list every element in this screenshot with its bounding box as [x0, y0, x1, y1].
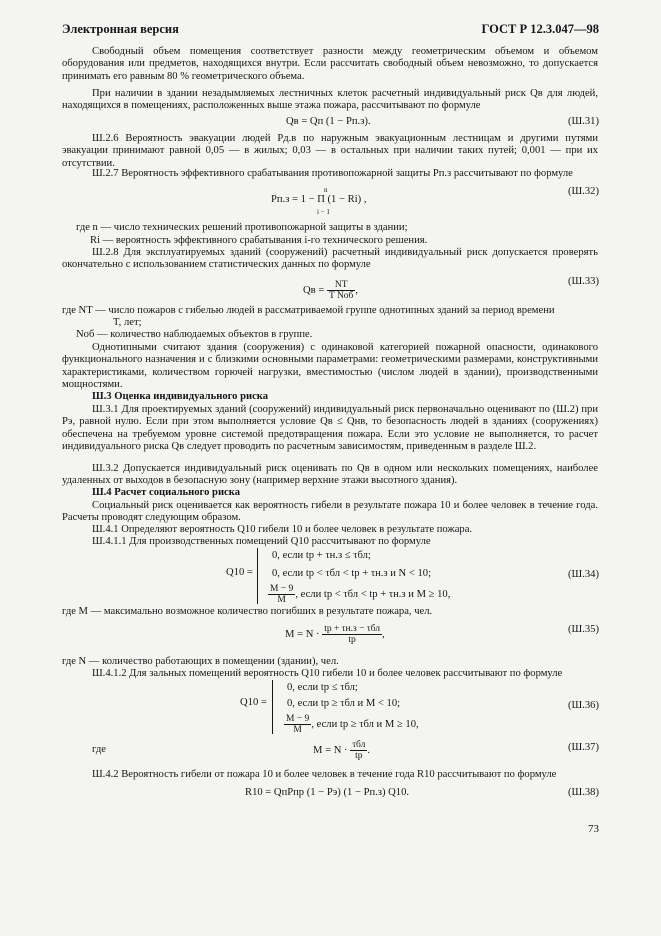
paragraph: Ш.4.2 Вероятность гибели от пожара 10 и более человек в течение года R10 рассчитывают по формуле: [92, 769, 557, 780]
fraction: [327, 280, 355, 301]
page-number: 73: [588, 823, 599, 835]
paragraph: Ш.4.1.2 Для зальных помещений вероятность Q10 гибели 10 и более человек рассчитывают по формуле: [92, 668, 563, 679]
equation-34-case-3: [268, 584, 450, 605]
definition-line: где n — число технических решений противопожарной защиты в здании;: [76, 222, 408, 233]
fraction-numerator: NT: [327, 280, 355, 291]
fraction: [350, 740, 367, 761]
equation-lhs: Qв =: [303, 284, 325, 296]
paragraph: Ш.4.1.1 Для производственных помещений Q10 рассчитывают по формуле: [92, 536, 431, 547]
paragraph: Ш.3.2 Допускается индивидуальный риск оценивать по Qв в одном или нескольких помещениях, наиболее удаленных от выходов в безопасную зону (например верхние этажи высотного здания).: [62, 463, 598, 487]
definition-label: где: [92, 744, 106, 755]
equation-number: (Ш.34): [568, 569, 599, 580]
equation-brace: [272, 680, 273, 734]
definition-line: где N — количество работающих в помещении (здании), чел.: [62, 656, 339, 667]
paragraph: Ш.4.1 Определяют вероятность Q10 гибели 10 и более человек в результате пожара.: [92, 524, 473, 535]
equation-36-case-3: [284, 714, 419, 735]
definition-line: где NT — число пожаров с гибелью людей в рассматриваемой группе однотипных зданий за период времени: [62, 305, 555, 316]
equation-lhs: M = N ·: [285, 628, 320, 640]
equation-tail: .: [367, 744, 370, 756]
paragraph: Ш.3.1 Для проектируемых зданий (сооружений) индивидуальный риск первоначально оценивают по (Ш.2) при Pэ, равной нулю. Если при этом выполняется условие Qв ≤ Qнв, то безопасность людей в зданиях (сооружениях) обеспечена на требуемом уровне системой предотвращения пожара. Если это условие не выполняется, то расчет индивидуального риска Qв следует проводить по расчетным зависимостям, приведенным в разделе Ш.2.: [62, 404, 598, 453]
equation-36-case-1: 0, если tр ≤ τбл;: [287, 682, 358, 693]
definition-line: где M — максимально возможное количество погибших в результате пожара, чел.: [62, 606, 433, 617]
definition-line: Nоб — количество наблюдаемых объектов в группе.: [76, 329, 313, 340]
equation-number: (Ш.31): [568, 116, 599, 127]
equation-number: (Ш.38): [568, 787, 599, 798]
section-heading: Ш.4 Расчет социального риска: [92, 487, 240, 498]
paragraph: При наличии в здании незадымляемых лестничных клеток расчетный индивидуальный риск Qв для людей, находящихся в помещениях, расположенных выше этажа пожара, рассчитывают по формуле: [62, 88, 598, 112]
fraction-denominator: T Nоб: [328, 291, 354, 301]
equation-34-lhs: Q10 =: [226, 567, 253, 578]
equation-34-case-1: 0, если tр + τн.з ≤ τбл;: [272, 550, 371, 561]
fraction-denominator: M: [277, 595, 286, 605]
equation-number: (Ш.32): [568, 186, 599, 197]
equation-32: Pп.з = 1 − Π (1 − Ri) ,: [271, 194, 367, 205]
paragraph: Социальный риск оценивается как вероятность гибели в результате пожара 10 и более человек в течение года. Расчеты проводят следующим образом.: [62, 500, 598, 524]
fraction-denominator: tр: [355, 751, 363, 761]
equation-36-case-2: 0, если tр ≥ τбл и M < 10;: [287, 698, 401, 709]
equation-number: (Ш.37): [568, 742, 599, 753]
equation-number: (Ш.33): [568, 276, 599, 287]
case-condition: , если tр ≥ τбл и M ≥ 10,: [311, 718, 419, 730]
definition-line: Ri — вероятность эффективного срабатывания i-го технического решения.: [90, 235, 428, 246]
product-lower-limit: i − 1: [317, 208, 330, 216]
equation-33: [303, 280, 358, 301]
product-upper-limit: n: [324, 186, 328, 194]
equation-34-case-2: 0, если tр < τбл < tр + τн.з и N < 10;: [272, 568, 432, 579]
case-condition: , если tр < τбл < tр + τн.з и M ≥ 10,: [295, 588, 451, 600]
equation-brace: [257, 548, 258, 604]
fraction-numerator: τбл: [352, 740, 366, 750]
header-right: ГОСТ Р 12.3.047—98: [481, 22, 599, 36]
paragraph: Свободный объем помещения соответствует разности между геометрическим объемом и объемом оборудования или предметов, находящихся внутри. Если рассчитать свободный объем невозможно, то допускается принимать его равным 80 % геометрического объема.: [62, 46, 598, 82]
fraction-denominator: tр: [348, 635, 356, 645]
fraction-numerator: M − 9: [286, 714, 310, 724]
fraction: [284, 714, 311, 735]
equation-tail: ,: [381, 628, 385, 640]
header-left: Электронная версия: [62, 22, 179, 36]
equation-37: [313, 740, 370, 761]
fraction: [322, 624, 382, 645]
equation-35: [285, 624, 385, 645]
paragraph: Однотипными считают здания (сооружения) с одинаковой категорией пожарной опасности, одинакового функционального назначения и с близкими основными параметрами: геометрическими размерами, конструктивными характеристиками, количеством горючей нагрузки, вместимостью (числом людей в здании), производственными мощностями.: [62, 342, 598, 391]
fraction-numerator: M − 9: [270, 584, 294, 594]
equation-tail: ,: [355, 284, 359, 296]
paragraph: Ш.2.8 Для эксплуатируемых зданий (сооружений) расчетный индивидуальный риск допускается проверять окончательно с использованием статистических данных по формуле: [62, 247, 598, 271]
fraction: [268, 584, 295, 605]
equation-38: R10 = QпPпр (1 − Pэ) (1 − Pп.з) Q10.: [245, 787, 410, 798]
equation-36-lhs: Q10 =: [240, 697, 267, 708]
fraction-numerator: tр + τн.з − τбл: [324, 624, 380, 634]
paragraph: Ш.2.6 Вероятность эвакуации людей Pд.в по наружным эвакуационным лестницам и другими путями эвакуации принимают равной 0,05 — в жилых; 0,03 — в остальных при наличии таких путей; 0,001 — при их отсутствии.: [62, 133, 598, 169]
equation-lhs: M = N ·: [313, 744, 348, 756]
equation-number: (Ш.36): [568, 700, 599, 711]
section-heading: Ш.3 Оценка индивидуального риска: [92, 391, 269, 402]
fraction-denominator: M: [293, 725, 302, 735]
paragraph: Ш.2.7 Вероятность эффективного срабатывания противопожарной защиты Pп.з рассчитывают по формуле: [92, 168, 573, 179]
definition-line: T, лет;: [113, 317, 142, 328]
equation-31: Qв = Qп (1 − Pп.з).: [286, 116, 371, 127]
equation-number: (Ш.35): [568, 624, 599, 635]
